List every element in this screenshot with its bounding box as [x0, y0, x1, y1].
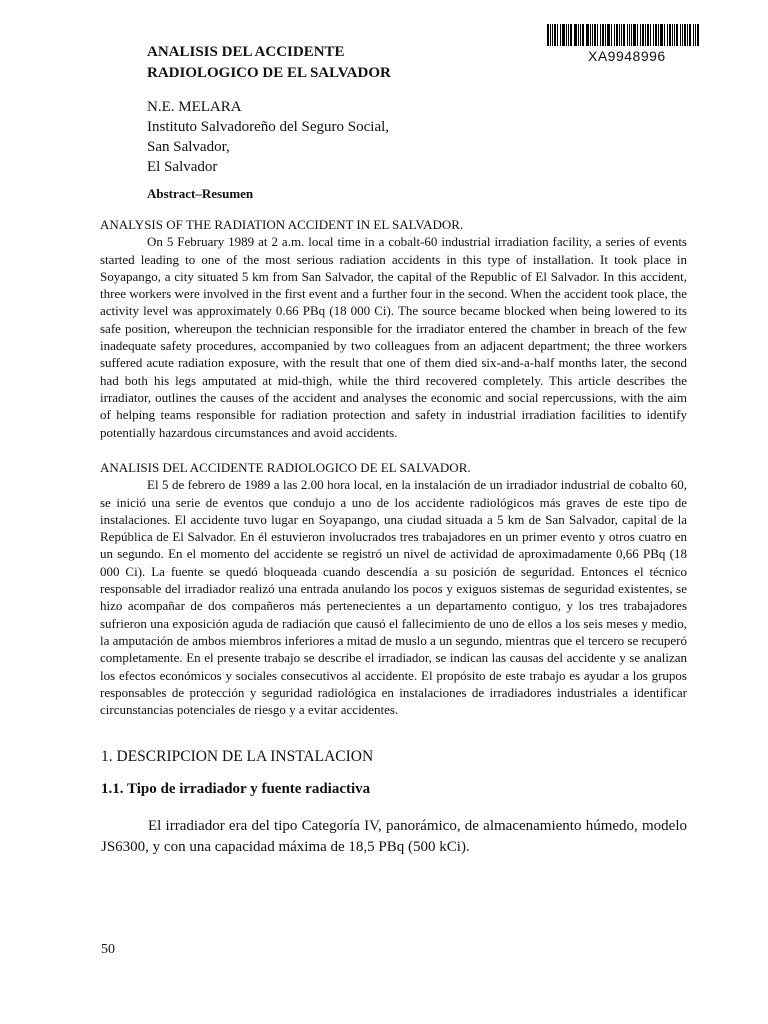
barcode-bar — [676, 24, 678, 46]
barcode-bar — [562, 24, 565, 46]
barcode-bar — [574, 24, 575, 46]
abstract-spanish-heading: ANALISIS DEL ACCIDENTE RADIOLOGICO DE EL SALVADOR. — [100, 460, 471, 475]
barcode-bar — [623, 24, 625, 46]
barcode-bar — [582, 24, 584, 46]
barcode-bar — [674, 24, 675, 46]
barcode-bar — [600, 24, 601, 46]
barcode-bar — [619, 24, 620, 46]
author-city: San Salvador, — [147, 139, 230, 155]
abstract-spanish-text: El 5 de febrero de 1989 a las 2.00 hora local, en la instalación de un irradiador industrial de cobalto 60, se inició una serie de eventos que condujo a uno de los accidente radiológicos más graves de este tipo de instalaciones. El accidente tuvo lugar en Soyapango, una ciudad situada a 5 km de San Salvador, capital de la República de El Salvador. En él estuvieron involucrados tres trabajadores en un primer evento y otros cuatro en un segundo. En el momento del accidente se registró un nivel de actividad de aproximadamente 0,66 PBq (18 000 Ci). La fuente se quedó bloqueada cuando descendía a su posición de seguridad. Entonces el técnico responsable del irradiador realizó una entrada anulando los pocos y exiguos sistemas de seguridad existentes, se hizo acompañar de dos compañeros más pertenecientes a un departamento contiguo, y los tres trabajadores sufrieron una exposición aguda de radiación que causó el fallecimiento de uno de ellos a los seis meses y medio, la amputación de ambos miembros inferiores a mitad de muslo a un segundo, mientras que el tercero se recuperó completamente. En el presente trabajo se describe el irradiador, se indican las causas del accidente y se analizan los efectos económicos y sociales consecutivos al accidente. El propósito de este trabajo es ayudar a los grupos responsables de protección y seguridad radiológica en instalaciones de irradiadores industriales a identificar circunstancias potenciales de riesgo y a evitar accidentes. — [100, 477, 687, 718]
barcode-bar — [687, 24, 688, 46]
barcode-bar — [568, 24, 569, 46]
page-number: 50 — [101, 942, 115, 957]
barcode-bar — [547, 24, 549, 46]
barcode-bar — [575, 24, 577, 46]
barcode-bar — [658, 24, 659, 46]
barcode-bar — [669, 24, 671, 46]
title-line-2: RADIOLOGICO DE EL SALVADOR — [147, 65, 391, 81]
barcode-bar — [616, 24, 618, 46]
barcode-bar — [557, 24, 558, 46]
barcode-bar — [560, 24, 561, 46]
barcode-bar — [689, 24, 691, 46]
barcode-bar — [672, 24, 673, 46]
barcode-bar — [605, 24, 606, 46]
barcode-bar — [650, 24, 651, 46]
barcode-bar — [653, 24, 654, 46]
abstract-spanish — [100, 459, 687, 718]
barcode-bar — [695, 24, 696, 46]
barcode-bar — [597, 24, 598, 46]
barcode-bar — [629, 24, 630, 46]
author-country: El Salvador — [147, 159, 218, 175]
barcode-bar — [621, 24, 622, 46]
barcode-bar — [684, 24, 687, 46]
barcode-bar — [614, 24, 615, 46]
section-heading: 1. DESCRIPCION DE LA INSTALACION — [101, 748, 374, 765]
barcode-bar — [580, 24, 581, 46]
barcode-bar — [637, 24, 638, 46]
barcode-bar — [633, 24, 636, 46]
abstract-heading: Abstract–Resumen — [147, 186, 254, 201]
title-line-1: ANALISIS DEL ACCIDENTE — [147, 44, 345, 60]
paper-title — [147, 42, 507, 84]
abstract-english — [100, 216, 687, 441]
barcode-bar — [697, 24, 699, 46]
barcode-bar — [586, 24, 589, 46]
barcode-bar — [592, 24, 593, 46]
barcode-bar — [566, 24, 567, 46]
barcode-bar — [667, 24, 668, 46]
barcode-bar — [554, 24, 556, 46]
barcode-bar — [602, 24, 604, 46]
barcode-bar — [590, 24, 591, 46]
barcode-bar — [682, 24, 683, 46]
author-affiliation: Instituto Salvadoreño del Seguro Social, — [147, 119, 390, 135]
author-name: N.E. MELARA — [147, 99, 242, 115]
barcode-bar — [660, 24, 663, 46]
barcode-bar — [647, 24, 649, 46]
author-block — [147, 97, 389, 177]
barcode-bar — [607, 24, 610, 46]
barcode-bar — [693, 24, 694, 46]
barcode-bar — [631, 24, 632, 46]
barcode-icon — [547, 24, 700, 46]
document-code: XA9948996 — [588, 48, 666, 64]
barcode-bar — [570, 24, 572, 46]
barcode-bar — [550, 24, 551, 46]
barcode-bar — [594, 24, 596, 46]
barcode-bar — [645, 24, 646, 46]
abstract-english-text: On 5 February 1989 at 2 a.m. local time in a cobalt-60 industrial irradiation facility, a series of events started leading to one of the most serious radiation accidents in this type of installation. It took place in Soyapango, a city situated 5 km from San Salvador, the capital of the Republic of El Salvador. In this accident, three workers were involved in the first event and a further four in the second. When the accident took place, the activity level was approximately 0.66 PBq (18 000 Ci). The source became blocked when being lowered to its safe position, whereupon the technician responsible for the irradiator entered the chamber in breach of the few inadequate safety procedures, accompanied by two colleagues from an adjacent department; the three workers suffered acute radiation exposure, with the result that one of them died six-and-a-half months later, the second had both his legs amputated at mid-thigh, while the third recovered completely. This article describes the irradiator, outlines the causes of the accident and analyses the economic and social repercussions, with the aim of helping teams responsible for radiation protection and safety in industrial irradiation facilities to identify potentially hazardous circumstances and avoid accidents. — [100, 234, 687, 440]
barcode-bar — [655, 24, 657, 46]
subsection-heading: 1.1. Tipo de irradiador y fuente radiactiva — [101, 781, 371, 797]
barcode-bar — [627, 24, 629, 46]
barcode-bar — [642, 24, 644, 46]
barcode-bar — [578, 24, 579, 46]
barcode-bar — [552, 24, 553, 46]
barcode-bar — [680, 24, 681, 46]
barcode-bar — [611, 24, 612, 46]
abstract-english-heading: ANALYSIS OF THE RADIATION ACCIDENT IN EL SALVADOR. — [100, 217, 464, 232]
section-paragraph: El irradiador era del tipo Categoría IV, panorámico, de almacenamiento húmedo, modelo JS6300, y con una capacidad máxima de 18,5 PBq (500 kCi). — [101, 818, 687, 855]
barcode-bar — [640, 24, 641, 46]
barcode-bar — [664, 24, 665, 46]
